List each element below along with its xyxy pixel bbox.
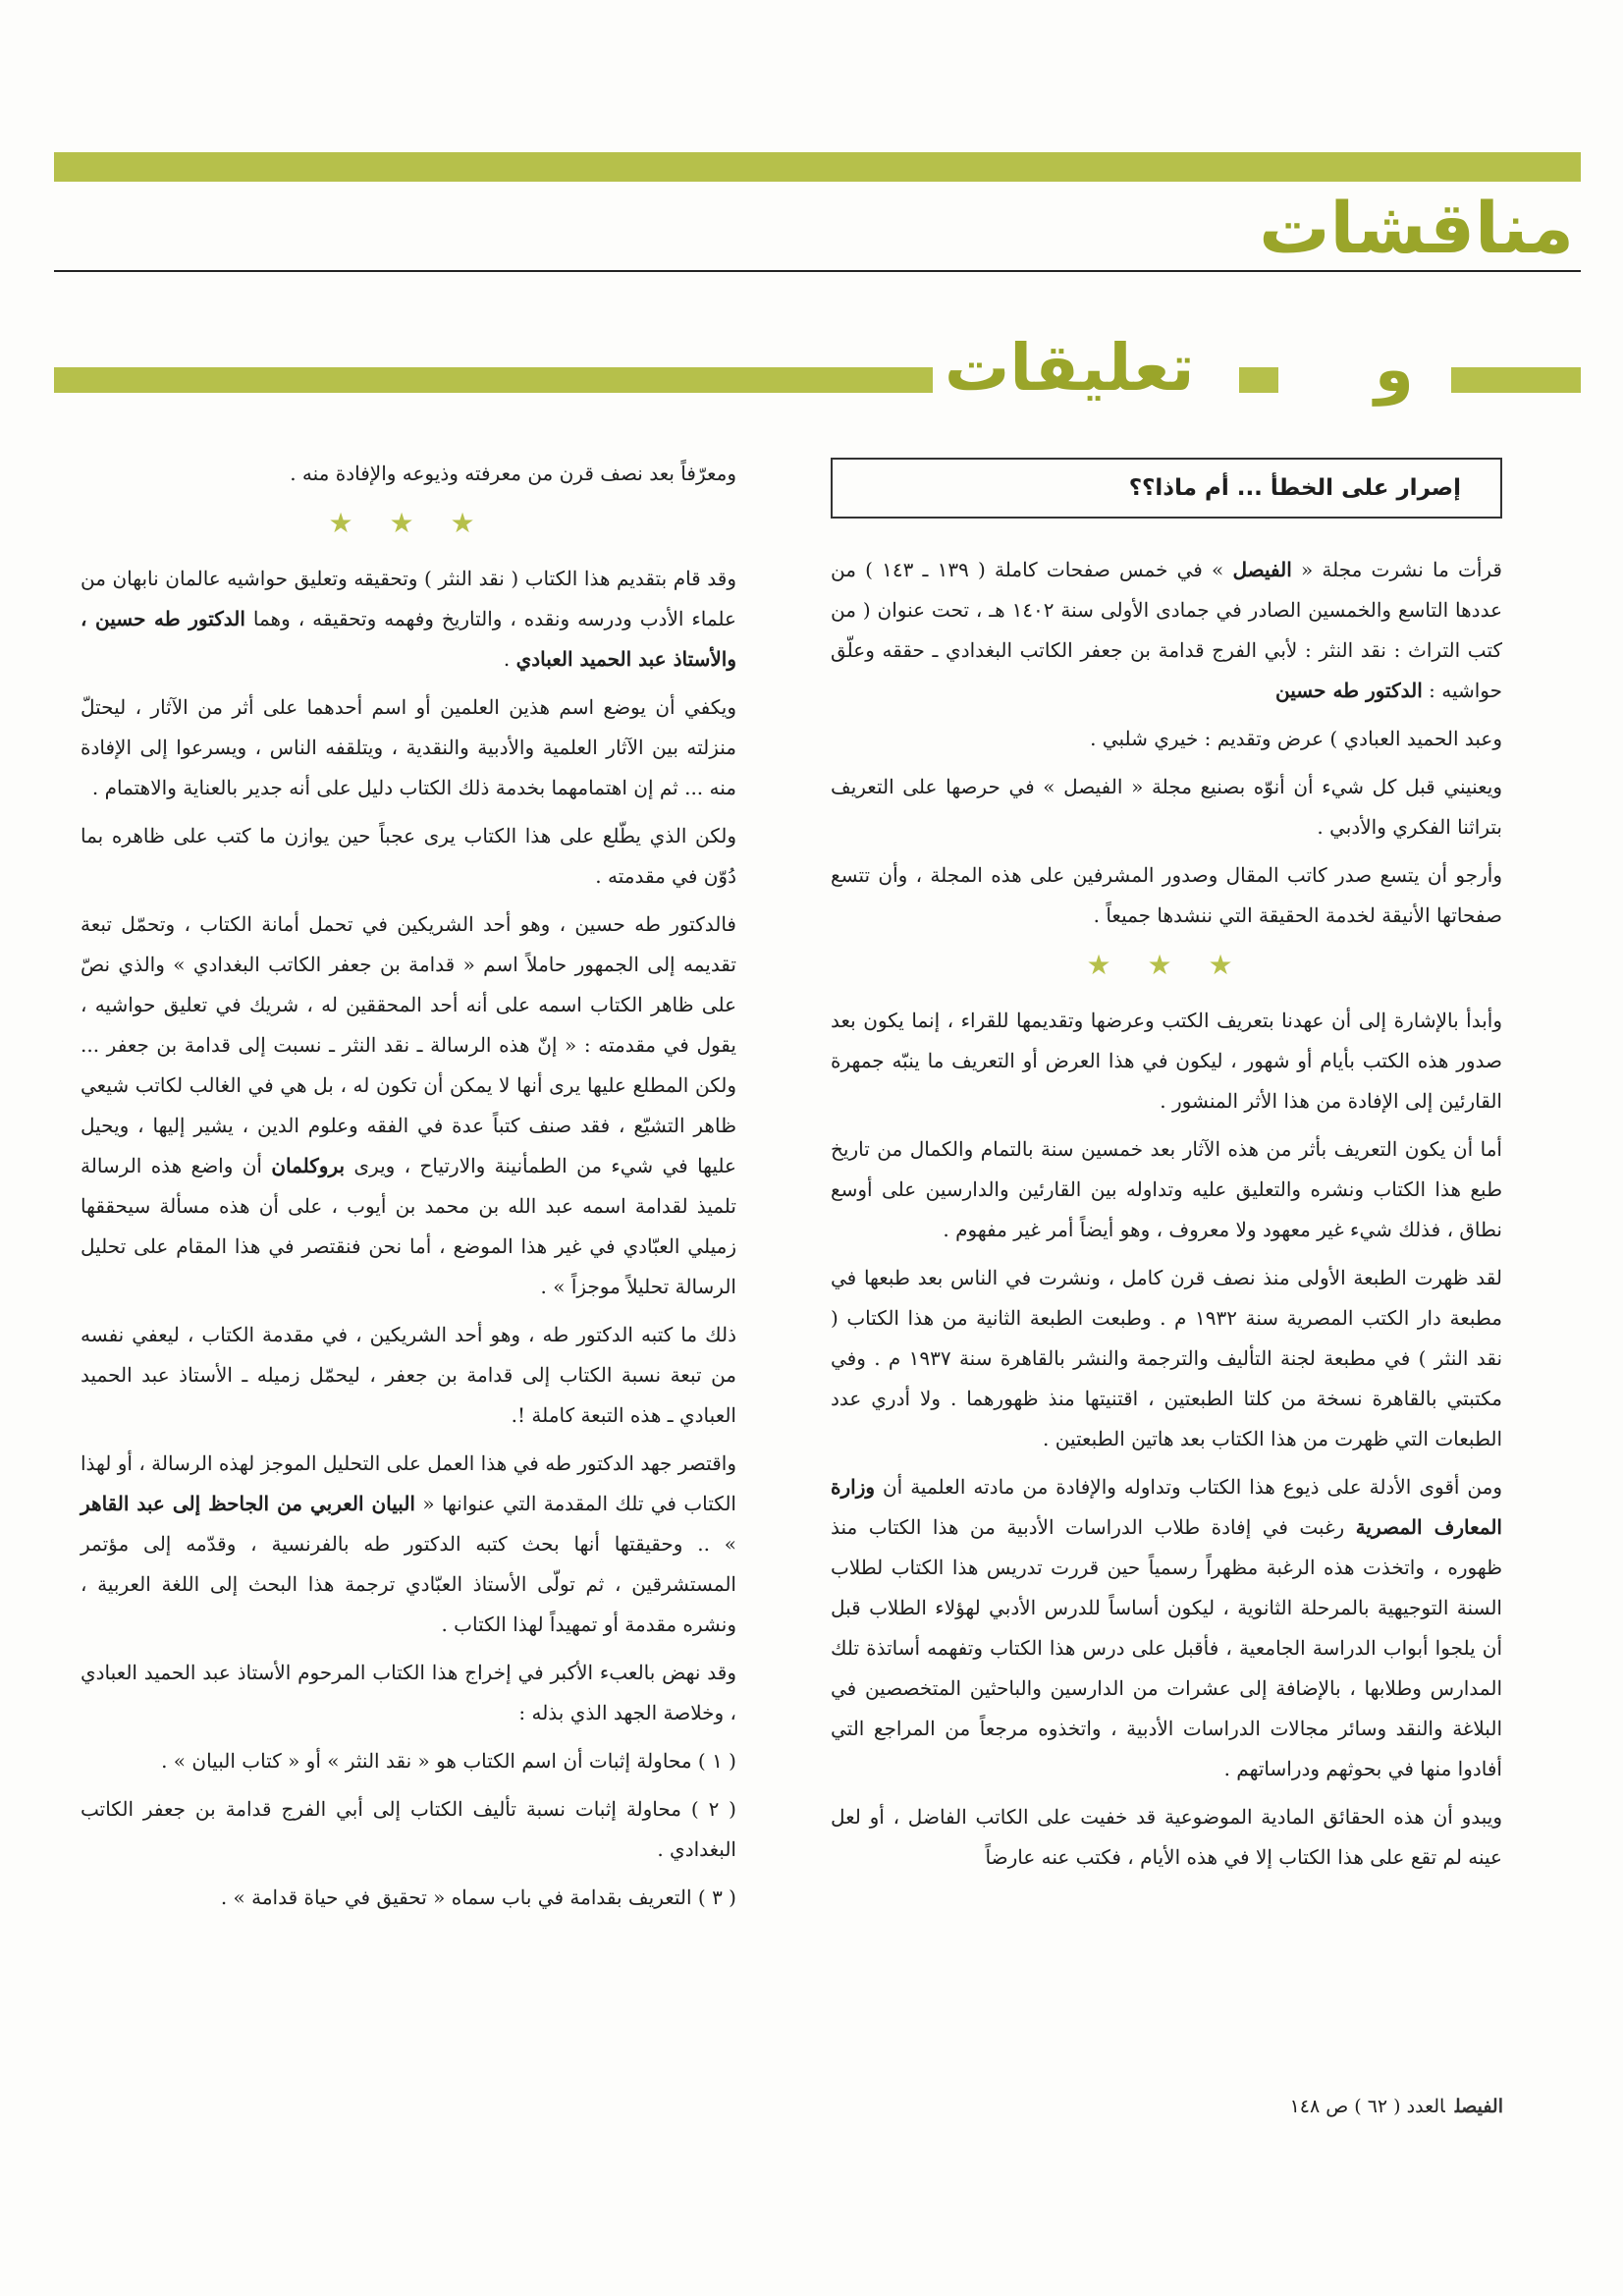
section-connector: و: [1375, 334, 1414, 407]
paragraph: وقد قام بتقديم هذا الكتاب ( نقد النثر ) وتحقيقه وتعليق حواشيه عالمان نابهان من علماء الأدب ودرسه ونقده ، والتاريخ وفهمه وتحقيقه ، وهما الدكتور طه حسين ، والأستاذ عبد الحميد العبادي .: [81, 567, 736, 671]
magazine-name: الفيصل: [1454, 2096, 1503, 2117]
section-subtitle: تعليقات: [945, 330, 1195, 406]
paragraph: ومن أقوى الأدلة على ذيوع هذا الكتاب وتداوله والإفادة من مادته العلمية أن وزارة المعارف المصرية رغبت في إفادة طلاب الدراسات الأدبية من هذا الكتاب منذ ظهوره ، واتخذت هذه الرغبة مظهراً رسمياً حين قررت تدريس هذا الكتاب لطلاب السنة التوجيهية بالمرحلة الثانوية ، ليكون أساساً للدرس الأدبي لهؤلاء الطلاب قبل أن يلجوا أبواب الدراسة الجامعية ، فأقبل على درس هذا الكتاب وتفهمه أساتذة تلك المدارس وطلابها ، بالإضافة إلى عشرات من الدارسين والباحثين المتخصصين في البلاغة والنقد وسائر مجالات الدراسات الأدبية ، واتخذوه مرجعاً من المراجع التي أفادوا منها في بحوثهم ودراساتهم .: [831, 1475, 1502, 1780]
paragraph: ومعرّفاً بعد نصف قرن من معرفته وذيوعه والإفادة منه .: [290, 462, 736, 485]
paragraph: لقد ظهرت الطبعة الأولى منذ نصف قرن كامل ، ونشرت في الناس بعد طبعها في مطبعة دار الكتب المصرية سنة ١٩٣٢ م . وطبعت الطبعة الثانية من هذا الكتاب ( نقد النثر ) في مطبعة لجنة التأليف والترجمة والنشر بالقاهرة سنة ١٩٣٧ م . وفي مكتبتي بالقاهرة نسخة من كلتا الطبعتين ، اقتنيتها منذ ظهورهما . ولا أدري عدد الطبعات التي ظهرت من هذا الكتاب بعد هاتين الطبعتين .: [831, 1266, 1503, 1450]
list-item: ( ٣ ) التعريف بقدامة في باب سماه « تحقيق في حياة قدامة » .: [220, 1886, 736, 1909]
right-column: [831, 550, 1502, 1886]
paragraph: وعبد الحميد العبادي ) عرض وتقديم : خيري شلبي .: [1090, 727, 1502, 750]
paragraph: وقد نهض بالعبء الأكبر في إخراج هذا الكتاب المرحوم الأستاذ عبد الحميد العبادي ، وخلاصة الجهد الذي بذله :: [81, 1661, 736, 1724]
left-column: [81, 454, 736, 1926]
issue-info: العدد ( ٦٢ ) ص ١٤٨: [1289, 2096, 1445, 2117]
section-title: مناقشات: [1259, 187, 1574, 269]
paragraph: ولكن الذي يطّلع على هذا الكتاب يرى عجباً حين يوازن ما كتب على ظاهره بما دُوّن في مقدمته .: [81, 824, 736, 888]
paragraph: وأرجو أن يتسع صدر كاتب المقال وصدور المشرفين على هذه المجلة ، وأن تتسع صفحاتها الأنيقة لخدمة الحقيقة التي ننشدها جميعاً .: [831, 863, 1502, 927]
paragraph: ويكفي أن يوضع اسم هذين العلمين أو اسم أحدهما على أثر من الآثار ، ليحتلّ منزلته بين الآثار العلمية والأدبية والنقدية ، ويتلقفه الناس ، ويسرعوا إلى الإفادة منه ... ثم إن اهتمامهما بخدمة ذلك الكتاب دليل على أنه جدير بالعناية والاهتمام .: [81, 695, 736, 799]
top-band: [54, 152, 1581, 182]
list-item: ( ١ ) محاولة إثبات أن اسم الكتاب هو « نقد النثر » أو « كتاب البيان » .: [161, 1749, 736, 1773]
paragraph: ويعنيني قبل كل شيء أن أنوّه بصنيع مجلة « الفيصل » في حرصها على التعريف بتراثنا الفكري والأدبي .: [831, 775, 1502, 839]
page-footer: [1290, 2092, 1503, 2121]
subheader-band-left: [54, 367, 933, 393]
paragraph: ويبدو أن هذه الحقائق المادية الموضوعية قد خفيت على الكاتب الفاضل ، أو لعل عينه لم تقع على هذا الكتاب إلا في هذه الأيام ، فكتب عنه عارضاً: [831, 1805, 1502, 1869]
bold-names: الدكتور طه حسين: [1275, 679, 1423, 702]
subheader-band-mid: [1239, 367, 1278, 393]
paragraph: وأبدأ بالإشارة إلى أن عهدنا بتعريف الكتب وعرضها وتقديمها للقراء ، إنما يكون بعد صدور هذه الكتب بأيام أو شهور ، ليكون في هذا العرض أو التعريف ما ينبّه جمهرة القارئين إلى الإفادة من هذا الأثر المنشور .: [831, 1009, 1502, 1113]
paragraph: قرأت ما نشرت مجلة « الفيصل » في خمس صفحات كاملة ( ١٣٩ ـ ١٤٣ ) من عددها التاسع والخمسين الصادر في جمادى الأولى سنة ١٤٠٢ هـ ، تحت عنوان ( من كتب التراث : نقد النثر : لأبي الفرج قدامة بن جعفر الكاتب البغدادي ـ حققه وعلّق حواشيه : الدكتور طه حسين: [831, 558, 1503, 702]
section-separator: ★ ★ ★: [1086, 949, 1247, 981]
paragraph: فالدكتور طه حسين ، وهو أحد الشريكين في تحمل أمانة الكتاب ، وتحمّل تبعة تقديمه إلى الجمهور حاملاً اسم « قدامة بن جعفر الكاتب البغدادي » والذي نصّ على ظاهر الكتاب اسمه على أنه أحد المحققين له ، شريك في تعليق حواشيه ، يقول في مقدمته : « إنّ هذه الرسالة ـ نقد النثر ـ نسبت إلى قدامة بن جعفر ... ولكن المطلع عليها يرى أنها لا يمكن أن تكون له ، بل هي في الغالب لكاتب شيعي ظاهر التشيّع ، فقد صنف كتباً عدة في الفقه وعلوم الدين ، يشير إليها ، ويحيل عليها في شيء من الطمأنينة والارتياح ، ويرى بروكلمان أن واضع هذه الرسالة تلميذ لقدامة اسمه عبد الله بن محمد بن أيوب ، على أن هذه مسألة سيحققها زميلي العبّادي في غير هذا الموضع ، أما نحن فنقتصر في هذا المقام على تحليل الرسالة تحليلاً موجزاً » .: [81, 912, 736, 1298]
section-separator: ★ ★ ★: [328, 507, 489, 539]
paragraph: ذلك ما كتبه الدكتور طه ، وهو أحد الشريكين ، في مقدمة الكتاب ، ليعفي نفسه من تبعة نسبة الكتاب إلى قدامة بن جعفر ، ليحمّل زميله ـ الأستاذ عبد الحميد العبادي ـ هذه التبعة كاملة !.: [81, 1323, 736, 1427]
paragraph: أما أن يكون التعريف بأثر من هذه الآثار بعد خمسين سنة بالتمام والكمال من تاريخ طبع هذا الكتاب ونشره والتعليق عليه وتداوله بين القارئين والدارسين على أوسع نطاق ، فذلك شيء غير معهود ولا معروف ، وهو أيضاً أمر غير مفهوم .: [831, 1137, 1502, 1241]
list-item: ( ٢ ) محاولة إثبات نسبة تأليف الكتاب إلى أبي الفرج قدامة بن جعفر الكاتب البغدادي .: [81, 1797, 736, 1861]
header-rule: [54, 270, 1581, 272]
paragraph: واقتصر جهد الدكتور طه في هذا العمل على التحليل الموجز لهذه الرسالة ، أو لهذا الكتاب في تلك المقدمة التي عنوانها « البيان العربي من الجاحظ إلى عبد القاهر » .. وحقيقتها أنها بحث كتبه الدكتور طه بالفرنسية ، وقدّمه إلى مؤتمر المستشرقين ، ثم تولّى الأستاذ العبّادي ترجمة هذا البحث إلى اللغة العربية ، ونشره مقدمة أو تمهيداً لهذا الكتاب .: [81, 1451, 736, 1636]
article-title-box: إصرار على الخطأ ... أم ماذا؟؟: [831, 458, 1502, 519]
subheader-band-right: [1451, 367, 1581, 393]
